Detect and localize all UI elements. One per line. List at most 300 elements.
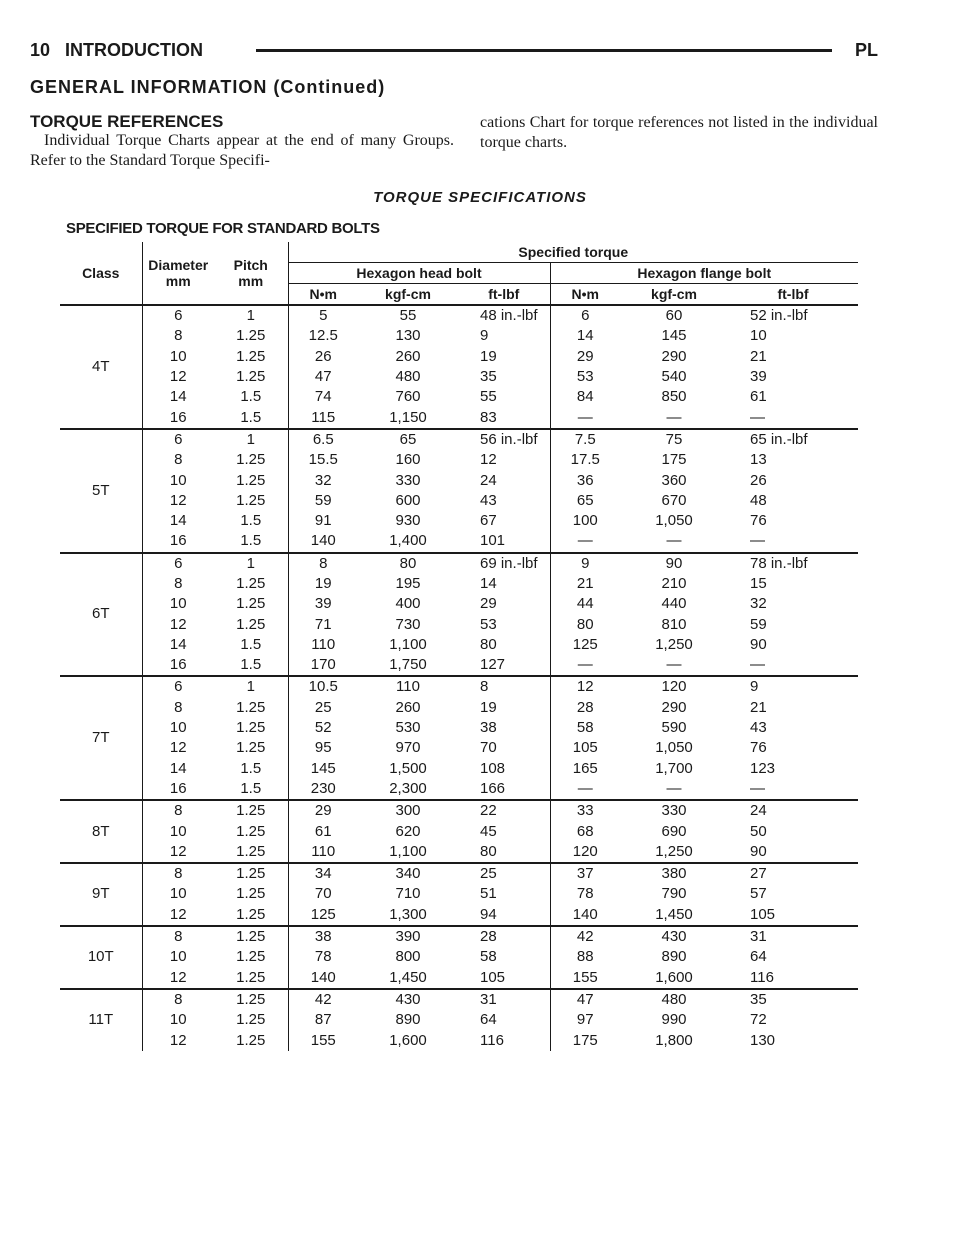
diameter-cell: 14	[169, 635, 187, 653]
pitch-cell: 1.5	[214, 531, 288, 552]
head-kgfcm-cell: 1,300	[389, 905, 427, 923]
head-nm-cell: 78	[314, 948, 332, 966]
flange-ftlbf-cell: 64	[750, 948, 767, 966]
flange-ftlbf-cell: 65 in.-lbf	[728, 429, 858, 450]
flange-kgfcm-cell: 360	[661, 471, 687, 489]
pitch-cell: 1.5	[214, 511, 288, 531]
head-nm-cell: 32	[314, 471, 332, 489]
flange-nm-cell: 36	[576, 471, 594, 489]
table-row	[60, 698, 858, 718]
head-ftlbf-cell: 55	[458, 387, 550, 407]
diameter-header: Diameter mm	[148, 257, 209, 289]
pitch-cell: 1.5	[214, 635, 288, 655]
flange-kgfcm-cell: 1,250	[655, 842, 693, 860]
head-ftlbf-cell: 80	[458, 635, 550, 655]
diameter-cell: 10	[169, 948, 187, 966]
head-kgfcm-cell: 890	[395, 1011, 421, 1029]
flange-kgfcm-cell: 430	[620, 926, 728, 947]
flange-nm-cell: 65	[576, 491, 594, 509]
flange-ftlbf-cell: 9	[728, 676, 858, 697]
torque-table-body	[60, 305, 858, 1051]
head-nm-cell: 87	[314, 1011, 332, 1029]
head-kgfcm-cell: 195	[395, 575, 421, 592]
flange-ftlbf-cell: 57	[750, 885, 767, 903]
pitch-cell: 1.25	[214, 863, 288, 884]
diameter-cell: 14	[169, 388, 187, 406]
diameter-cell: 12	[169, 1031, 187, 1049]
head-nm-cell: 42	[288, 989, 358, 1010]
head-ftlbf-cell: 69 in.-lbf	[458, 553, 550, 574]
table-row	[60, 905, 858, 926]
diameter-cell: 6	[142, 676, 214, 697]
table-row	[60, 779, 858, 800]
flange-ftlbf-cell: 52 in.-lbf	[728, 305, 858, 326]
head-nm-cell: 74	[314, 388, 332, 406]
diameter-cell: 8	[142, 926, 214, 947]
head-nm-cell: 10.5	[288, 676, 358, 697]
pitch-cell: 1.25	[214, 821, 288, 841]
table-row	[60, 989, 858, 1010]
flange-ftlbf-cell: 24	[728, 800, 858, 821]
flange-kgfcm-cell: 1,600	[655, 968, 693, 986]
pitch-cell: 1.5	[214, 387, 288, 407]
flange-kgfcm-cell: 380	[620, 863, 728, 884]
head-nm-cell: 19	[314, 575, 332, 592]
table-row	[60, 531, 858, 552]
head-ftlbf-cell: 29	[458, 594, 550, 614]
class-cell: 10T	[60, 926, 142, 989]
head-ftlbf-cell: 24	[458, 470, 550, 490]
flange-kgfcm-cell: 850	[661, 388, 687, 406]
flange-nm-cell: 17.5	[570, 451, 600, 469]
pitch-cell: 1.25	[214, 698, 288, 718]
diameter-cell: 6	[142, 553, 214, 574]
flange-ftlbf-cell: —	[750, 408, 765, 426]
pitch-cell: 1.25	[214, 968, 288, 989]
table-row	[60, 429, 858, 450]
pitch-cell: 1.25	[214, 614, 288, 634]
head-ftlbf-cell: 19	[458, 347, 550, 367]
flange-kgfcm-cell: 75	[620, 429, 728, 450]
table-row	[60, 718, 858, 738]
head-ftlbf-cell: 67	[458, 511, 550, 531]
flange-kgfcm-cell: 810	[661, 615, 687, 633]
flange-kgfcm-cell: 990	[661, 1011, 687, 1029]
header-rule	[256, 49, 832, 52]
flange-nm-cell: 6	[550, 305, 620, 326]
flange-kgfcm-cell: 1,700	[655, 759, 693, 777]
hexagon-flange-bolt-header: Hexagon flange bolt	[550, 263, 858, 284]
diameter-cell: 8	[142, 863, 214, 884]
head-nm-cell: 110	[311, 842, 336, 860]
diameter-cell: 8	[174, 575, 183, 592]
table-title: TORQUE SPECIFICATIONS	[373, 189, 587, 206]
head-nm-cell: 12.5	[308, 327, 338, 345]
head-ftlbf-cell: 70	[458, 738, 550, 758]
flange-ftlbf-cell: 21	[750, 698, 767, 716]
pitch-cell: 1.5	[214, 407, 288, 428]
table-row	[60, 450, 858, 470]
head-nm-cell: 125	[310, 905, 336, 923]
flange-kgfcm-cell: 590	[661, 719, 687, 737]
head-nm-cell: 140	[310, 968, 336, 986]
flange-kgfcm-cell: 330	[620, 800, 728, 821]
flange-kgfcm-cell: —	[666, 532, 682, 550]
table-caption: SPECIFIED TORQUE FOR STANDARD BOLTS	[66, 220, 380, 237]
head-nm-cell: 170	[310, 656, 336, 674]
pitch-cell: 1.25	[214, 947, 288, 967]
diameter-cell: 12	[169, 905, 187, 923]
head-kgfcm-cell: 130	[395, 327, 421, 345]
head-kgfcm-cell: 1,450	[389, 968, 427, 986]
head-ftlbf-cell: 28	[458, 926, 550, 947]
flange-nm-cell: 155	[572, 968, 598, 986]
head-kgfcm-cell: 710	[395, 885, 421, 903]
pitch-cell: 1	[214, 553, 288, 574]
head-nm-cell: 70	[314, 885, 332, 903]
flange-kgfcm-cell: 90	[620, 553, 728, 574]
table-row	[60, 863, 858, 884]
flange-ftlbf-cell: 26	[750, 471, 767, 489]
torque-table	[60, 242, 858, 1051]
table-row	[60, 511, 858, 531]
head-nm-cell: 29	[288, 800, 358, 821]
head-kgfcm-cell: 80	[358, 553, 458, 574]
table-row	[60, 968, 858, 989]
head-kgfcm-cell: 1,400	[389, 532, 427, 550]
flange-ftlbf-cell: 50	[750, 822, 767, 840]
diameter-cell: 10	[169, 719, 187, 737]
head-ftlbf-cell: 101	[458, 531, 550, 552]
head-ftlbf-cell: 105	[458, 968, 550, 989]
head-kgfcm-cell: 730	[395, 615, 421, 633]
flange-ftlbf-cell: 39	[750, 368, 767, 386]
flange-nm-cell: —	[577, 656, 593, 674]
pitch-cell: 1.25	[214, 718, 288, 738]
pitch-cell: 1.25	[214, 470, 288, 490]
table-row	[60, 574, 858, 594]
diameter-cell: 10	[169, 885, 187, 903]
flange-kgfcm-cell: 1,050	[655, 512, 693, 530]
pitch-cell: 1.5	[214, 655, 288, 676]
table-row	[60, 470, 858, 490]
head-kgfcm-cell: 260	[395, 698, 421, 716]
flange-ftlbf-cell: 116	[750, 968, 774, 986]
head-ftlbf-cell: 31	[458, 989, 550, 1010]
head-kgfcm-cell: 530	[395, 719, 421, 737]
head-ftlbf-cell: 9	[458, 326, 550, 346]
flange-kgfcm-cell: 540	[661, 368, 687, 386]
pitch-cell: 1.25	[214, 800, 288, 821]
unit-header: kgf-cm	[651, 286, 697, 302]
head-ftlbf-cell: 108	[458, 759, 550, 779]
pitch-cell: 1	[214, 305, 288, 326]
flange-ftlbf-cell: 32	[750, 595, 767, 613]
flange-kgfcm-cell: 175	[661, 451, 687, 469]
head-kgfcm-cell: 1,600	[389, 1031, 427, 1049]
pitch-cell: 1.25	[214, 989, 288, 1010]
vehicle-code: PL	[854, 40, 878, 60]
table-row	[60, 821, 858, 841]
head-ftlbf-cell: 14	[458, 574, 550, 594]
table-row	[60, 491, 858, 511]
head-kgfcm-cell: 340	[358, 863, 458, 884]
diameter-cell: 8	[142, 800, 214, 821]
subheading: TORQUE REFERENCES	[30, 112, 224, 131]
pitch-header: Pitch mm	[214, 242, 288, 305]
head-ftlbf-cell: 116	[458, 1030, 550, 1050]
diameter-cell: 14	[169, 512, 187, 530]
head-nm-cell: 15.5	[308, 451, 338, 469]
flange-nm-cell: 100	[572, 512, 598, 530]
flange-kgfcm-cell: —	[666, 656, 682, 674]
flange-nm-cell: 14	[576, 327, 594, 345]
flange-nm-cell: 28	[576, 698, 594, 716]
head-nm-cell: 25	[314, 698, 332, 716]
pitch-cell: 1.25	[214, 326, 288, 346]
head-kgfcm-cell: 110	[358, 676, 458, 697]
flange-kgfcm-cell: 480	[620, 989, 728, 1010]
head-kgfcm-cell: 1,100	[389, 842, 427, 860]
diameter-cell: 8	[174, 451, 183, 469]
flange-kgfcm-cell: 1,050	[655, 739, 693, 757]
flange-ftlbf-cell: 15	[750, 575, 767, 592]
unit-header: N•m	[571, 286, 599, 302]
pitch-cell: 1	[214, 676, 288, 697]
flange-ftlbf-cell: 10	[750, 327, 767, 345]
diameter-cell: 8	[174, 698, 183, 716]
hexagon-head-bolt-header: Hexagon head bolt	[288, 263, 550, 284]
head-ftlbf-cell: 56 in.-lbf	[458, 429, 550, 450]
flange-ftlbf-cell: —	[750, 779, 765, 797]
flange-nm-cell: 47	[550, 989, 620, 1010]
class-cell: 9T	[60, 863, 142, 926]
pitch-cell: 1.25	[214, 450, 288, 470]
diameter-cell: 12	[169, 842, 187, 860]
pitch-cell: 1.25	[214, 926, 288, 947]
head-kgfcm-cell: 480	[395, 368, 421, 386]
diameter-cell: 14	[169, 759, 187, 777]
table-row	[60, 926, 858, 947]
flange-ftlbf-cell: 130	[750, 1031, 776, 1049]
flange-nm-cell: 80	[576, 615, 594, 633]
flange-kgfcm-cell: 145	[661, 327, 687, 345]
head-ftlbf-cell: 53	[458, 614, 550, 634]
pitch-cell: 1.5	[214, 759, 288, 779]
diameter-cell: 16	[169, 408, 187, 426]
head-kgfcm-cell: 400	[395, 595, 421, 613]
flange-nm-cell: 97	[576, 1011, 594, 1029]
flange-ftlbf-cell: 76	[750, 739, 767, 757]
pitch-cell: 1.25	[214, 1030, 288, 1050]
head-ftlbf-cell: 166	[458, 779, 550, 800]
table-row	[60, 800, 858, 821]
diameter-cell: 6	[142, 305, 214, 326]
flange-ftlbf-cell: 90	[750, 842, 767, 860]
flange-nm-cell: 84	[576, 388, 594, 406]
head-nm-cell: 91	[314, 512, 332, 530]
head-kgfcm-cell: 600	[395, 491, 421, 509]
pitch-cell: 1.25	[214, 347, 288, 367]
body-text-right: cations Chart for torque references not listed in the individual torque charts.	[480, 114, 878, 151]
body-text-left: Individual Torque Charts appear at the end of many Groups. Refer to the Standard Torque Specifi-	[30, 132, 454, 169]
table-row	[60, 326, 858, 346]
flange-ftlbf-cell: 61	[750, 388, 767, 406]
flange-ftlbf-cell: 35	[728, 989, 858, 1010]
flange-nm-cell: 120	[572, 842, 598, 860]
head-nm-cell: 115	[311, 408, 336, 426]
head-kgfcm-cell: 930	[395, 512, 421, 530]
flange-kgfcm-cell: 890	[661, 948, 687, 966]
head-kgfcm-cell: 300	[358, 800, 458, 821]
head-nm-cell: 5	[288, 305, 358, 326]
diameter-cell: 10	[169, 1011, 187, 1029]
flange-nm-cell: 33	[550, 800, 620, 821]
head-nm-cell: 140	[310, 532, 336, 550]
head-nm-cell: 26	[314, 347, 332, 365]
unit-header: N•m	[309, 286, 337, 302]
head-ftlbf-cell: 48 in.-lbf	[458, 305, 550, 326]
head-kgfcm-cell: 160	[395, 451, 421, 469]
head-ftlbf-cell: 45	[458, 821, 550, 841]
diameter-cell: 8	[142, 989, 214, 1010]
table-row	[60, 1010, 858, 1030]
head-ftlbf-cell: 35	[458, 367, 550, 387]
flange-nm-cell: —	[577, 532, 593, 550]
flange-nm-cell: 53	[576, 368, 594, 386]
head-ftlbf-cell: 94	[458, 905, 550, 926]
flange-ftlbf-cell: 27	[728, 863, 858, 884]
flange-kgfcm-cell: 670	[661, 491, 687, 509]
class-cell: 11T	[60, 989, 142, 1051]
running-header	[30, 40, 878, 64]
flange-kgfcm-cell: 290	[661, 347, 687, 365]
head-ftlbf-cell: 38	[458, 718, 550, 738]
head-kgfcm-cell: 65	[358, 429, 458, 450]
flange-nm-cell: 44	[576, 595, 594, 613]
head-kgfcm-cell: 1,100	[389, 635, 427, 653]
diameter-cell: 16	[169, 532, 187, 550]
head-ftlbf-cell: 58	[458, 947, 550, 967]
table-row	[60, 947, 858, 967]
head-nm-cell: 8	[288, 553, 358, 574]
head-nm-cell: 52	[314, 719, 332, 737]
head-nm-cell: 230	[310, 779, 336, 797]
flange-nm-cell: 12	[550, 676, 620, 697]
head-ftlbf-cell: 12	[458, 450, 550, 470]
flange-nm-cell: —	[577, 408, 593, 426]
flange-ftlbf-cell: —	[750, 532, 765, 550]
table-row	[60, 305, 858, 326]
head-kgfcm-cell: 390	[358, 926, 458, 947]
diameter-cell: 8	[174, 327, 183, 345]
class-cell: 6T	[60, 553, 142, 677]
flange-nm-cell: 9	[550, 553, 620, 574]
flange-ftlbf-cell: 43	[750, 719, 767, 737]
diameter-cell: 6	[142, 429, 214, 450]
unit-header: ft-lbf	[777, 286, 809, 302]
pitch-cell: 1	[214, 429, 288, 450]
flange-nm-cell: 68	[576, 822, 594, 840]
flange-ftlbf-cell: 76	[750, 512, 767, 530]
flange-ftlbf-cell: —	[750, 656, 765, 674]
head-kgfcm-cell: 2,300	[389, 779, 427, 797]
table-row	[60, 842, 858, 863]
flange-ftlbf-cell: 72	[750, 1011, 767, 1029]
flange-kgfcm-cell: —	[666, 408, 682, 426]
pitch-cell: 1.5	[214, 779, 288, 800]
table-row	[60, 347, 858, 367]
head-kgfcm-cell: 970	[395, 739, 421, 757]
class-cell: 5T	[60, 429, 142, 553]
table-row	[60, 594, 858, 614]
flange-nm-cell: 58	[576, 719, 594, 737]
flange-ftlbf-cell: 59	[750, 615, 767, 633]
head-ftlbf-cell: 127	[458, 655, 550, 676]
flange-kgfcm-cell: 290	[661, 698, 687, 716]
flange-ftlbf-cell: 105	[750, 905, 776, 923]
diameter-cell: 12	[169, 739, 187, 757]
pitch-cell: 1.25	[214, 491, 288, 511]
flange-nm-cell: —	[577, 779, 593, 797]
pitch-cell: 1.25	[214, 574, 288, 594]
flange-ftlbf-cell: 48	[750, 491, 767, 509]
diameter-cell: 10	[169, 595, 187, 613]
head-ftlbf-cell: 80	[458, 842, 550, 863]
table-row	[60, 1030, 858, 1050]
head-kgfcm-cell: 430	[358, 989, 458, 1010]
unit-header: kgf-cm	[385, 286, 431, 302]
head-ftlbf-cell: 83	[458, 407, 550, 428]
flange-kgfcm-cell: 210	[661, 575, 687, 592]
pitch-cell: 1.25	[214, 884, 288, 904]
flange-ftlbf-cell: 21	[750, 347, 767, 365]
head-ftlbf-cell: 64	[458, 1010, 550, 1030]
diameter-cell: 12	[169, 491, 187, 509]
flange-ftlbf-cell: 13	[750, 451, 767, 469]
table-row	[60, 407, 858, 428]
flange-kgfcm-cell: 1,450	[655, 905, 693, 923]
table-row	[60, 759, 858, 779]
head-kgfcm-cell: 1,150	[389, 408, 427, 426]
head-nm-cell: 145	[310, 759, 336, 777]
head-ftlbf-cell: 22	[458, 800, 550, 821]
diameter-cell: 12	[169, 368, 187, 386]
flange-nm-cell: 165	[572, 759, 598, 777]
table-row	[60, 614, 858, 634]
head-kgfcm-cell: 1,750	[389, 656, 427, 674]
flange-nm-cell: 37	[550, 863, 620, 884]
flange-nm-cell: 7.5	[550, 429, 620, 450]
head-nm-cell: 155	[310, 1031, 336, 1049]
flange-kgfcm-cell: 790	[661, 885, 687, 903]
head-ftlbf-cell: 8	[458, 676, 550, 697]
flange-kgfcm-cell: 1,250	[655, 635, 693, 653]
head-kgfcm-cell: 760	[395, 388, 421, 406]
head-nm-cell: 110	[311, 635, 336, 653]
table-row	[60, 367, 858, 387]
table-row	[60, 635, 858, 655]
head-kgfcm-cell: 800	[395, 948, 421, 966]
head-kgfcm-cell: 1,500	[389, 759, 427, 777]
diameter-cell: 16	[169, 656, 187, 674]
head-kgfcm-cell: 620	[395, 822, 421, 840]
flange-ftlbf-cell: 123	[750, 759, 776, 777]
flange-nm-cell: 78	[576, 885, 594, 903]
head-ftlbf-cell: 43	[458, 491, 550, 511]
head-nm-cell: 39	[314, 595, 332, 613]
head-nm-cell: 38	[288, 926, 358, 947]
